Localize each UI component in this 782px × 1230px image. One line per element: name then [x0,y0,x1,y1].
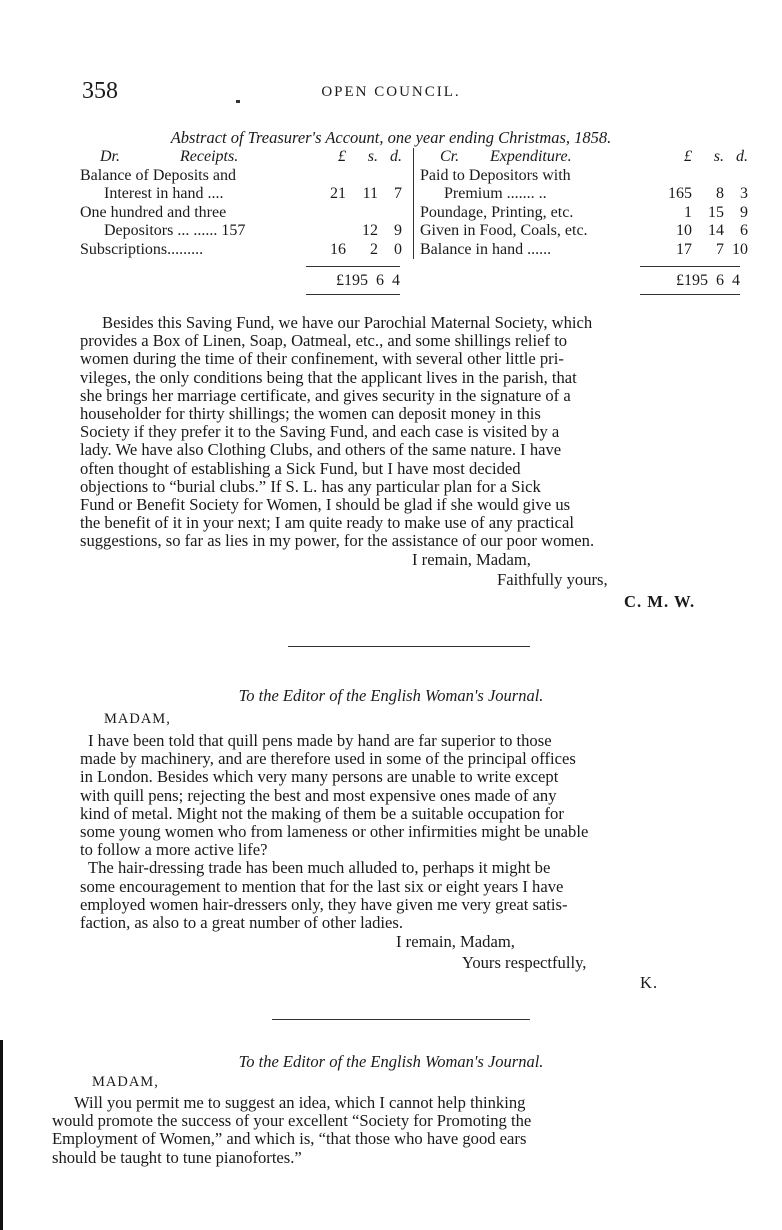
text-line: women during the time of their confinement, with several other little pri- [80,349,564,369]
shilling-header: s. [713,148,724,165]
pence-header: d. [736,148,748,165]
shilling-header: s. [367,148,378,165]
pound-header: £ [338,148,346,165]
rule [640,294,740,295]
text-line: householder for thirty shillings; the women can deposit money in this [80,404,541,424]
account-row: Subscriptions......... 16 2 0 [80,240,402,258]
account-row: Balance in hand ...... 17 7 10 [420,240,748,258]
text-line: employed women hair-dressers only, they have given me very great satis- [80,894,568,914]
salutation: MADAM, [92,1074,159,1090]
page-edge-shadow [0,1040,3,1230]
letter-3-body [52,1094,712,1167]
letter-3-heading: To the Editor of the English Woman's Journal. [238,1052,544,1071]
text-line: faction, as also to a great number of other ladies. [80,913,404,933]
salutation: MADAM, [104,711,171,727]
account-title: Abstract of Treasurer's Account, one year ending Christmas, 1858. [170,128,612,147]
expenditure-column [413,148,748,259]
text-line: vileges, the only conditions being that the applicant lives in the parish, that [80,367,577,387]
text-line: The hair-dressing trade has been much alluded to, perhaps it might be [88,858,551,878]
text-line: would promote the success of your excellent “Society for Promoting the [52,1111,532,1131]
text-line: suggestions, so far as lies in my power, for the assistance of our poor women. [80,531,595,551]
dr-label: Dr. [100,148,121,165]
signature: K. [640,973,659,992]
pound-header: £ [684,148,692,165]
account-row: Paid to Depositors with [420,166,571,184]
receipts-total: £195 6 4 [336,272,400,289]
text-line: kind of metal. Might not the making of them be a suitable occupation for [80,803,564,823]
account-row: Given in Food, Coals, etc. 10 14 6 [420,222,748,239]
rule [306,294,400,295]
rule [640,266,740,267]
text-line: she brings her marriage certificate, and gives security in the signature of a [80,385,571,405]
text-line: objections to “burial clubs.” If S. L. has any particular plan for a Sick [80,476,541,496]
section-divider [288,646,530,647]
text-line: often thought of establishing a Sick Fund, but I have most decided [80,458,521,478]
text-line: Fund or Benefit Society for Women, I should be glad if she would give us [80,495,571,515]
receipts-label: Receipts. [180,148,239,165]
text-line: some encouragement to mention that for the last six or eight years I have [80,876,564,896]
letter-1-body [80,314,738,551]
text-line: Besides this Saving Fund, we have our Parochial Maternal Society, which [102,313,593,332]
page-number: 358 [82,78,118,104]
closing: I remain, Madam, [412,550,531,569]
signature: C. M. W. [624,592,696,611]
account-row: One hundred and three [80,203,227,221]
expenditure-total: £195 6 4 [676,272,740,289]
text-line: Will you permit me to suggest an idea, which I cannot help thinking [74,1093,526,1112]
text-line: made by machinery, and are therefore used in some of the principal offices [80,749,576,769]
text-line: in London. Besides which very many persons are unable to write except [80,767,559,787]
text-line: Employment of Women,” and which is, “that those who have good ears [52,1129,527,1149]
rule [306,266,400,267]
valediction: Faithfully yours, [497,570,608,589]
receipts-header [80,148,402,167]
text-line: I have been told that quill pens made by hand are far superior to those [88,731,552,750]
text-line: should be taught to tune pianofortes.” [52,1147,302,1167]
text-line: Society if they prefer it to the Saving Fund, and each case is visited by a [80,422,560,442]
expenditure-header [420,148,748,167]
text-line: the benefit of it in your next; I am quite ready to make use of any practical [80,513,574,533]
letter-2-heading: To the Editor of the English Woman's Journal. [238,686,544,705]
closing: I remain, Madam, [396,932,515,951]
pence-header: d. [390,148,402,165]
account-row: Balance of Deposits and [80,166,236,184]
valediction: Yours respectfully, [462,953,587,972]
letter-2-body [80,732,738,932]
section-divider [272,1019,530,1020]
ink-mark [236,100,240,103]
text-line: lady. We have also Clothing Clubs, and others of the same nature. I have [80,440,562,460]
receipts-column [80,148,402,259]
account-row: Premium ....... .. 165 8 3 [444,185,748,202]
expenditure-label: Expenditure. [490,148,572,165]
running-head: OPEN COUNCIL. [321,84,461,100]
account-row: Interest in hand .... 21 11 7 [104,185,402,202]
text-line: provides a Box of Linen, Soap, Oatmeal, etc., and some shillings relief to [80,331,568,351]
text-line: to follow a more active life? [80,840,268,860]
cr-label: Cr. [440,148,460,165]
account-row: Poundage, Printing, etc. 1 15 9 [420,203,748,221]
text-line: some young women who from lameness or other infirmities might be unable [80,822,589,842]
account-row: Depositors ... ...... 157 12 9 [104,222,402,239]
text-line: with quill pens; rejecting the best and most expensive ones made of any [80,785,557,805]
